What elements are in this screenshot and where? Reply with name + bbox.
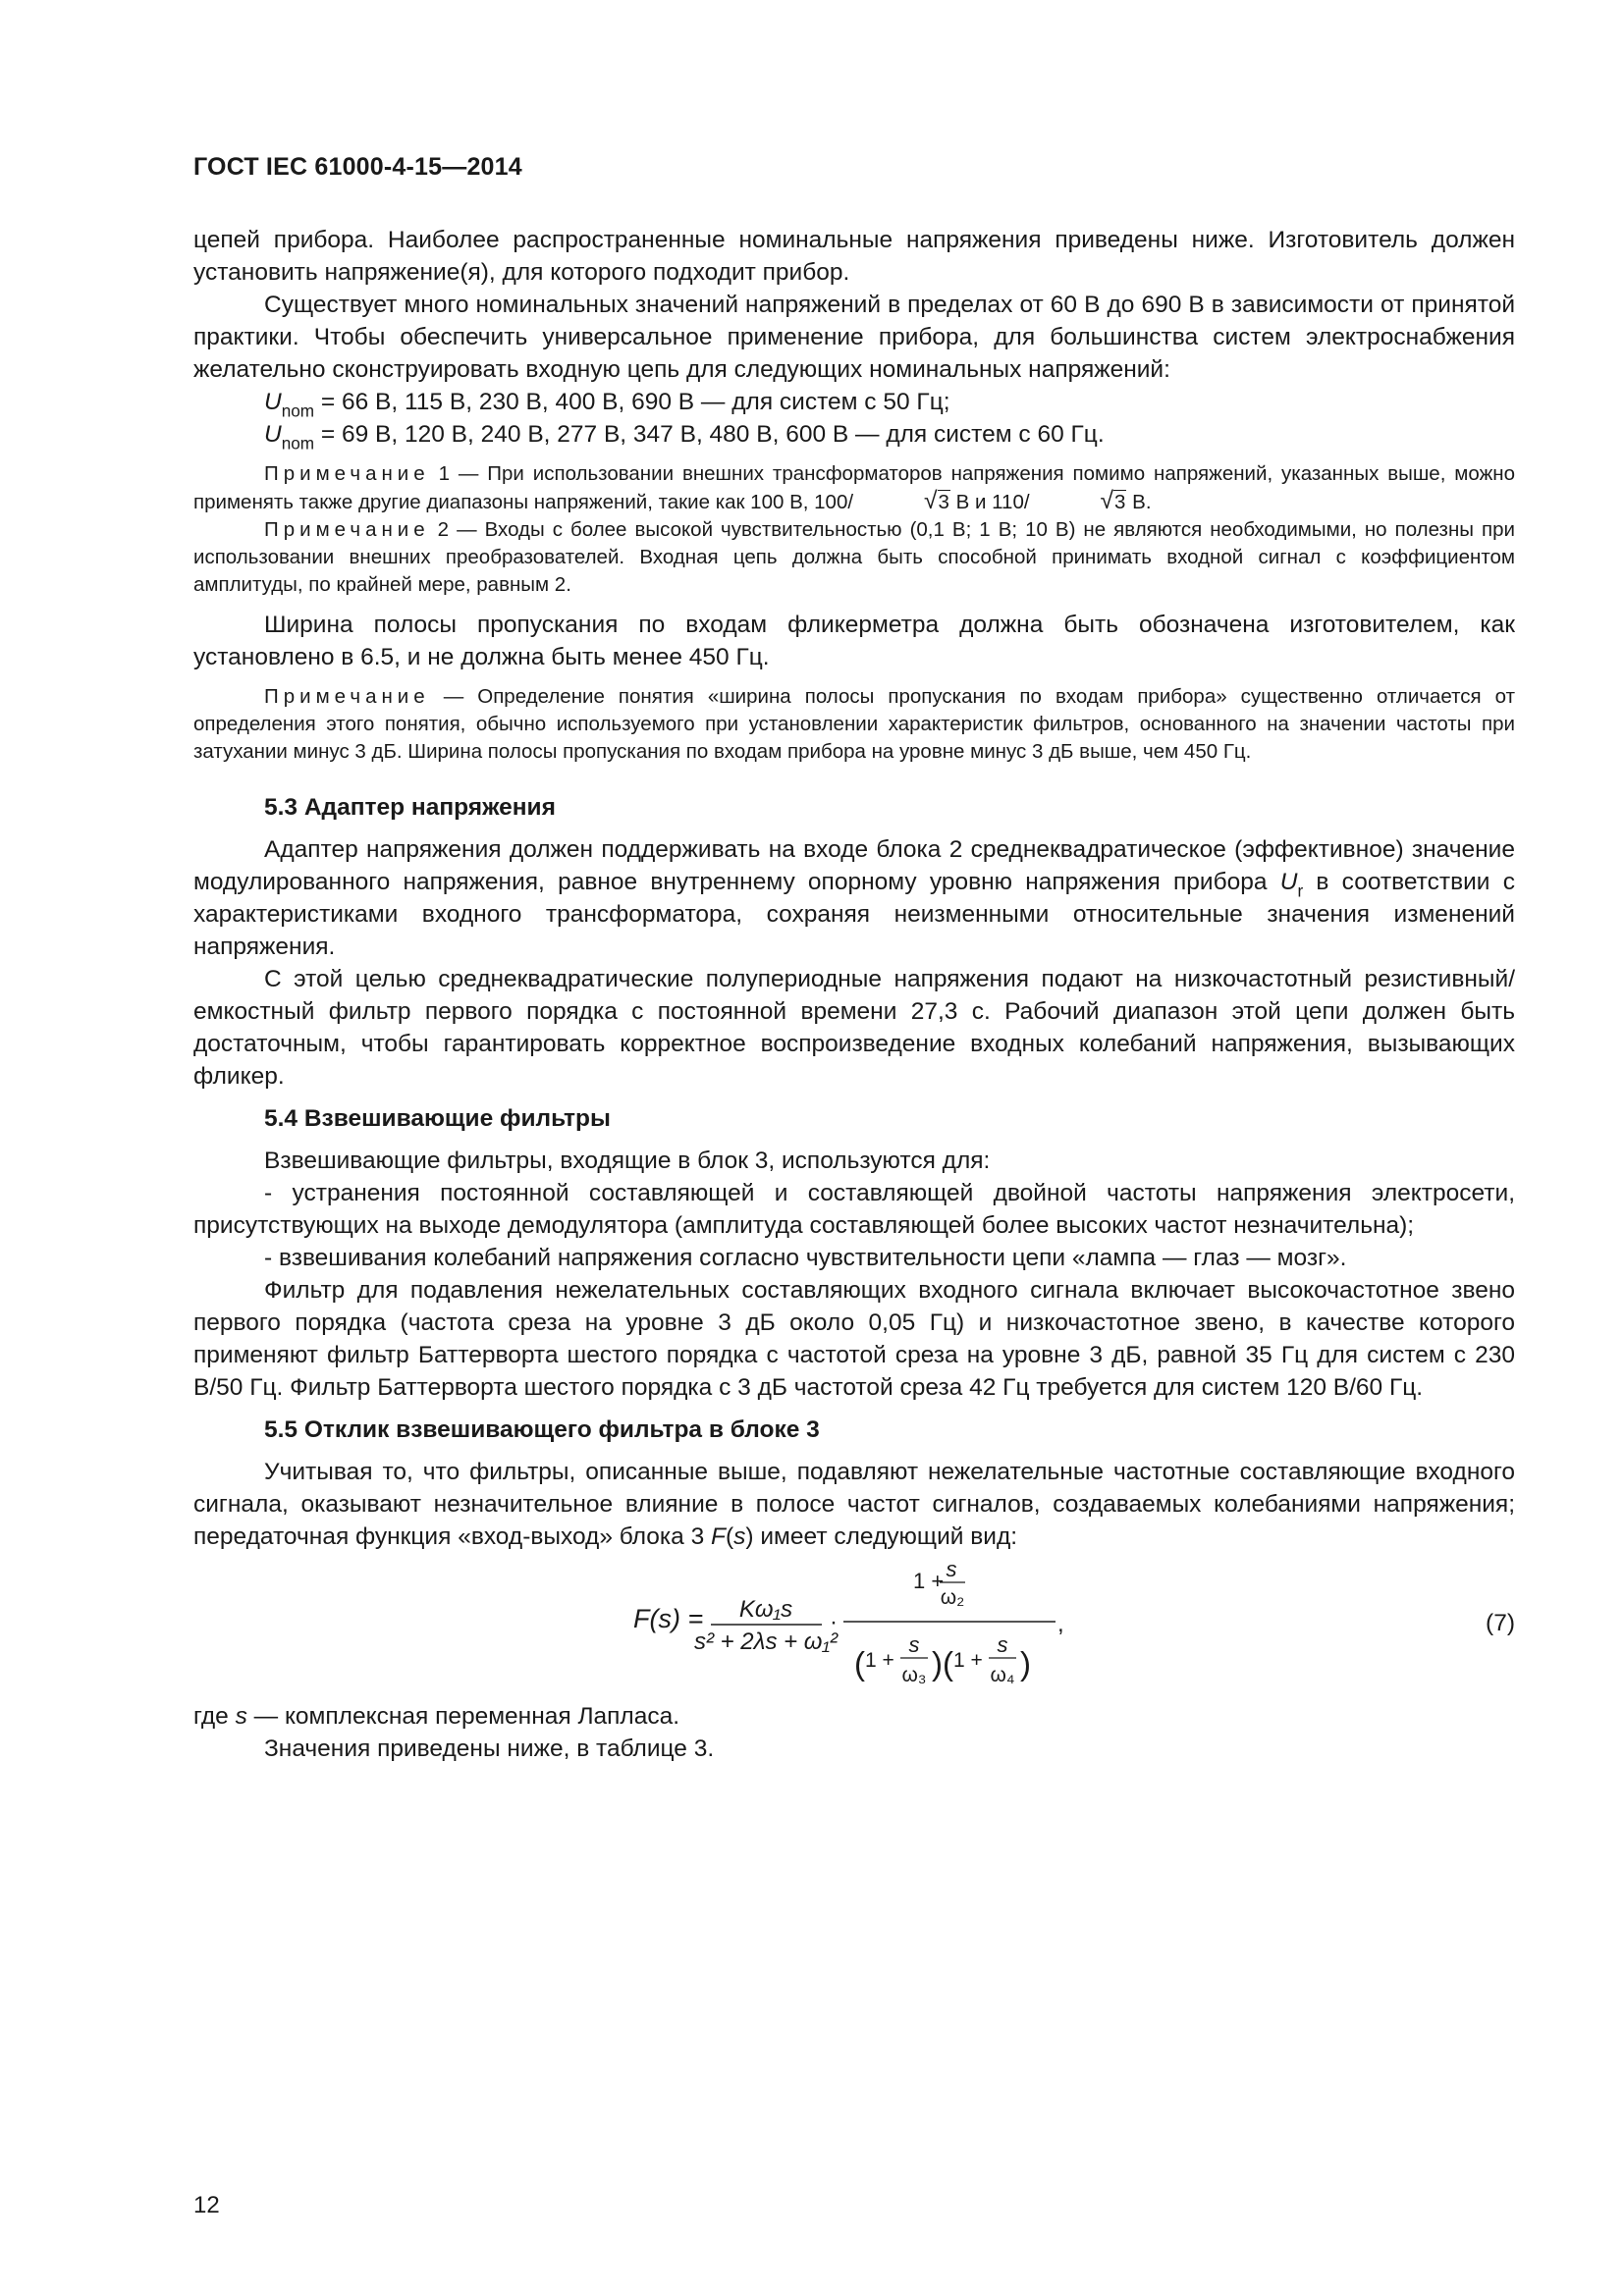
eq-s: s xyxy=(997,1632,1008,1657)
list-item: - устранения постоянной составляющей и составляющей двойной частоты напряжения электросети, присутствующих на выходе демодулятора (амплитуда составляющей более высоких частот незначительна); xyxy=(193,1180,1515,1239)
voltage-list-50hz: $U_{nom} = 66$ В, 115 В, 230 В, 400 В, 690 В — для систем с 50 Гц; xyxy=(264,389,950,421)
paragraph: Значения приведены ниже, в таблице 3. xyxy=(264,1735,715,1762)
paragraph: цепей прибора. Наиболее распространенные номинальные напряжения приведены ниже. Изготовитель должен установить напряжение(я), для которого подходит прибор. xyxy=(193,227,1515,286)
equation-number: (7) xyxy=(1486,1610,1515,1636)
page-number: 12 xyxy=(193,2192,220,2218)
section-heading-5-4: 5.4 Взвешивающие фильтры xyxy=(264,1105,611,1132)
eq-w3: ω₃ xyxy=(901,1664,927,1686)
eq-paren: ) xyxy=(932,1645,943,1682)
paragraph: Адаптер напряжения должен поддерживать на входе блока 2 среднеквадратическое (эффективное) значение модулированного напряжения, равное внутреннему опорному уровню напряжения прибора $U_r$ в соответствии с характеристиками входного трансформатора, сохраняя неизменными относительные значения изменений напряжения. xyxy=(193,836,1515,960)
page-content xyxy=(193,224,1515,1765)
eq-paren: ( xyxy=(943,1645,953,1682)
note-1: Примечание 1 — При использовании внешних трансформаторов напряжения помимо напряжений, указанных выше, можно применять также другие диапазоны напряжений, такие как 100 В, 100/ √3 В и 110/ √3 В. xyxy=(193,462,1515,514)
eq-paren: ( xyxy=(854,1645,865,1682)
eq-one-a: 1 + xyxy=(865,1649,894,1672)
eq-lhs: F(s) = xyxy=(633,1604,704,1633)
document-header: ГОСТ IEC 61000-4-15—2014 xyxy=(193,153,522,181)
paragraph: Существует много номинальных значений напряжений в пределах от 60 В до 690 В в зависимости от принятой практики. Чтобы обеспечить универсальное применение прибора, для большинства систем электроснабжения желательно сконструировать входную цепь для следующих номинальных напряжений: xyxy=(193,292,1515,383)
eq-paren: ) xyxy=(1020,1645,1031,1682)
sqrt-symbol: √3 xyxy=(924,488,949,514)
voltage-list-60hz: $U_{nom} = 69$ В, 120 В, 240 В, 277 В, 347 В, 480 В, 600 В — для систем с 60 Гц. xyxy=(264,421,1105,454)
eq-one-b: 1 + xyxy=(953,1649,983,1672)
note-2: Примечание 2 — Входы с более высокой чувствительностью (0,1 В; 1 В; 10 В) не являются необходимыми, но полезны при использовании внешних преобразователей. Входная цепь должна быть способной принимать входной сигнал с коэффициентом амплитуды, по крайней мере, равным 2. xyxy=(193,518,1515,596)
paragraph: Взвешивающие фильтры, входящие в блок 3, используются для: xyxy=(264,1148,991,1174)
eq-num1: Kω₁s xyxy=(738,1596,793,1623)
note-3: Примечание — Определение понятия «ширина полосы пропускания по входам прибора» существенно отличается от определения этого понятия, обычно используемого при установлении характеристик фильтров, основанного на значении частоты при затухании минус 3 дБ. Ширина полосы пропускания по входам прибора на уровне минус 3 дБ выше, чем 450 Гц. xyxy=(193,685,1515,763)
paragraph: Учитывая то, что фильтры, описанные выше, подавляют нежелательные частотные составляющие входного сигнала, оказывают незначительное влияние в полосе частот сигналов, создаваемых колебаниями напряжения; передаточная функция «вход-выход» блока 3 F(s) имеет следующий вид: xyxy=(193,1459,1515,1550)
eq-top-one: 1 + xyxy=(913,1569,945,1593)
transfer-function-equation xyxy=(193,1553,1515,1700)
section-heading-5-5: 5.5 Отклик взвешивающего фильтра в блоке 3 xyxy=(264,1416,820,1443)
eq-den1: s² + 2λs + ω₁² xyxy=(693,1629,839,1655)
equation-graphic xyxy=(193,1553,1515,1700)
paragraph: С этой целью среднеквадратические полупериодные напряжения подают на низкочастотный резистивный/емкостный фильтр первого порядка с постоянной времени 27,3 с. Рабочий диапазон этой цепи должен быть достаточным, чтобы гарантировать корректное воспроизведение входных колебаний напряжения, вызывающих фликер. xyxy=(193,966,1515,1090)
eq-w4: ω₄ xyxy=(990,1664,1015,1686)
paragraph: Ширина полосы пропускания по входам фликерметра должна быть обозначена изготовителем, как установлено в 6.5, и не должна быть менее 450 Гц. xyxy=(193,612,1515,670)
sqrt-symbol: √3 xyxy=(1100,488,1126,514)
eq-comma: , xyxy=(1057,1611,1064,1637)
eq-w2: ω₂ xyxy=(940,1586,965,1609)
list-item: - взвешивания колебаний напряжения согласно чувствительности цепи «лампа — глаз — мозг». xyxy=(264,1245,1347,1271)
eq-s: s xyxy=(946,1557,957,1581)
eq-dot: · xyxy=(830,1609,838,1635)
eq-s: s xyxy=(908,1632,920,1657)
section-heading-5-3: 5.3 Адаптер напряжения xyxy=(264,794,556,821)
paragraph: Фильтр для подавления нежелательных составляющих входного сигнала включает высокочастотное звено первого порядка (частота среза на уровне 3 дБ около 0,05 Гц) и низкочастотное звено, в качестве которого применяют фильтр Баттерворта шестого порядка с частотой среза на уровне 3 дБ, равной 35 Гц для систем с 230 В/50 Гц. Фильтр Баттерворта шестого порядка с 3 дБ частотой среза 42 Гц требуется для систем 120 В/60 Гц. xyxy=(193,1277,1515,1401)
paragraph: где s — комплексная переменная Лапласа. xyxy=(193,1703,680,1730)
